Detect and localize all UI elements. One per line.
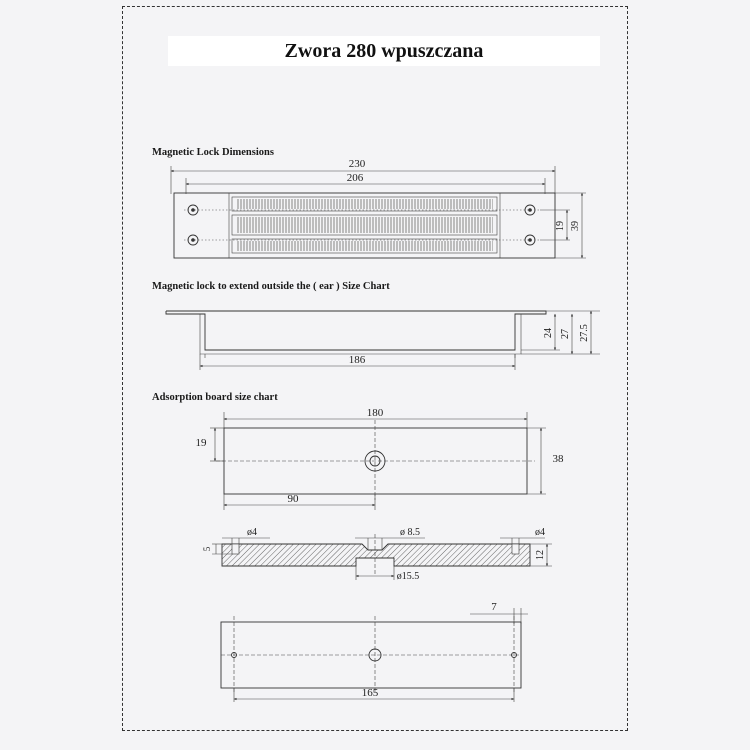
dim-hole-left: ø4 [247,527,257,538]
dim-19-height: 19 [555,221,566,231]
dim-27-5: 27.5 [579,324,590,342]
adsorption-board-top [196,407,565,510]
dim-hole-center: ø 8.5 [400,527,420,538]
heading-ear-size: Magnetic lock to extend outside the ( ear ) Size Chart [152,281,390,292]
dim-7: 7 [491,601,497,613]
dim-hole-right: ø4 [535,527,545,538]
dim-27: 27 [560,329,571,339]
dim-165: 165 [361,687,379,699]
ear-size-drawing [166,311,600,370]
dim-206: 206 [346,172,364,184]
adsorption-board-section [202,527,552,582]
dim-counterbore: ø15.5 [396,571,420,582]
page-title: Zwora 280 wpuszczana [284,39,484,62]
dim-90: 90 [287,493,299,505]
dim-180: 180 [366,407,384,419]
lock-dimensions-drawing [171,158,586,258]
dim-thickness-12: 12 [535,550,546,560]
adsorption-board-bottom [221,601,528,702]
dim-19-board: 19 [195,437,207,449]
dim-186: 186 [348,354,366,366]
heading-lock-dimensions: Magnetic Lock Dimensions [152,147,274,158]
dim-230: 230 [348,158,366,170]
dim-39-height: 39 [570,221,581,231]
dim-38: 38 [552,453,564,465]
dim-depth-5: 5 [202,546,212,552]
heading-adsorption: Adsorption board size chart [152,392,278,403]
dim-24: 24 [543,328,554,338]
